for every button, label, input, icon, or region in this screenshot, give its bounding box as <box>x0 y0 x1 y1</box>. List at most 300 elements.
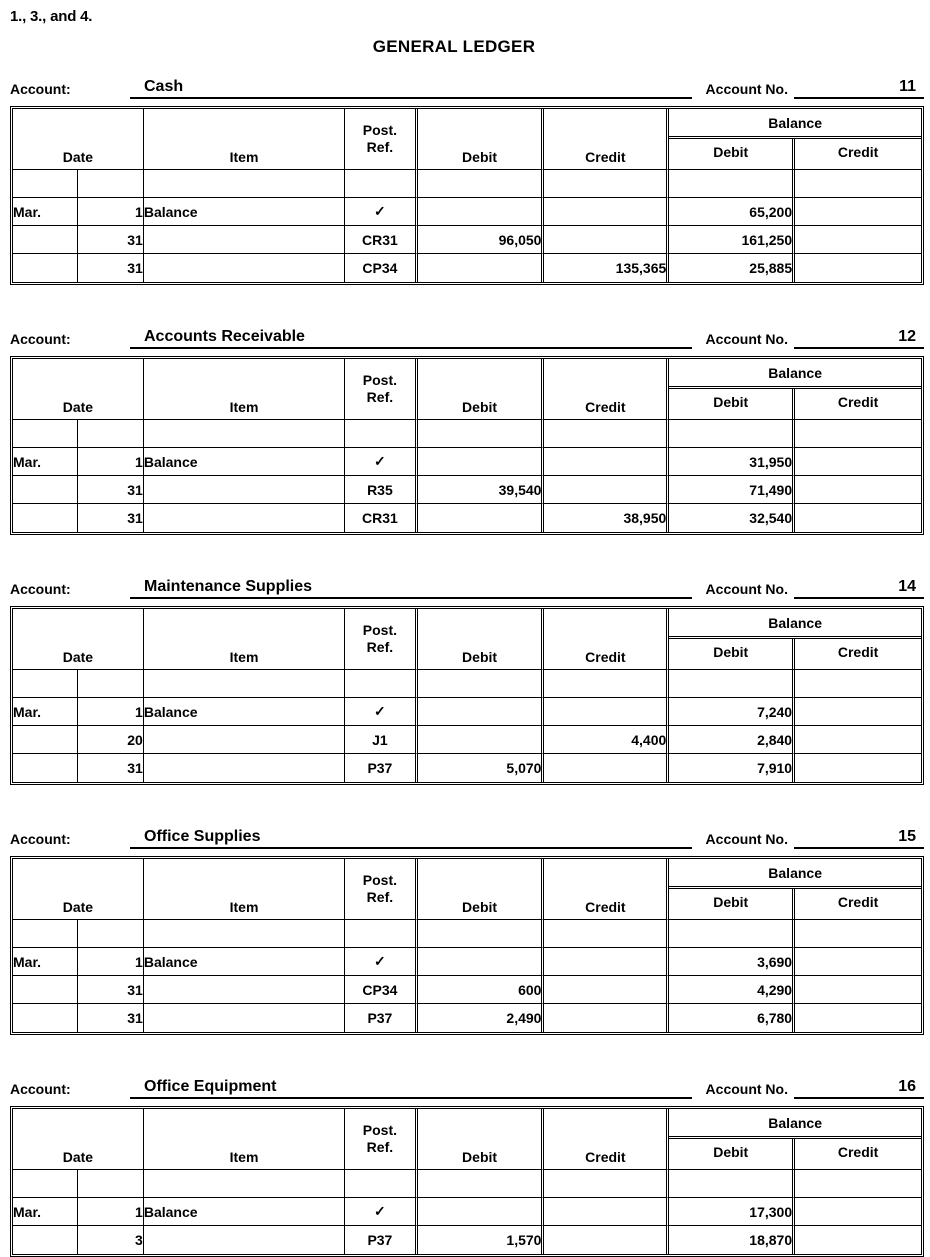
header-item-label: Item <box>229 649 259 665</box>
cell-date-month: Mar. <box>13 948 78 976</box>
ledger-block <box>0 569 930 785</box>
header-debit-label: Debit <box>462 1149 498 1165</box>
header-post-ref <box>345 109 417 170</box>
table-row <box>13 976 921 1004</box>
cell-debit <box>418 504 545 532</box>
table-row <box>13 448 921 476</box>
account-label: Account: <box>10 1081 71 1097</box>
cell-balance-credit <box>795 948 921 976</box>
cell-date-month: Mar. <box>13 698 78 726</box>
header-balance-credit-label: Credit <box>837 644 879 660</box>
cell-credit: 38,950 <box>544 504 669 532</box>
table-row <box>13 504 921 532</box>
ledger-table <box>10 856 924 1035</box>
header-credit <box>544 1109 669 1170</box>
account-name: Maintenance Supplies <box>130 575 692 599</box>
page-title: GENERAL LEDGER <box>372 37 536 56</box>
header-debit <box>418 1109 545 1170</box>
ledger-table-wrapper <box>0 1106 930 1257</box>
cell-date-month <box>13 226 78 254</box>
cell-balance-credit <box>795 420 921 448</box>
header-balance-credit-label: Credit <box>837 894 879 910</box>
header-item <box>144 109 345 170</box>
header-post-label: Post. <box>362 621 398 638</box>
header-ref-label: Ref. <box>366 139 394 155</box>
cell-balance-debit: 7,910 <box>669 754 795 782</box>
header-balance-label: Balance <box>669 1109 921 1139</box>
header-item <box>144 1109 345 1170</box>
cell-item <box>144 170 345 198</box>
header-post-ref <box>345 859 417 920</box>
balance-header-table <box>669 109 921 169</box>
header-date-label: Date <box>62 399 94 415</box>
header-credit <box>544 109 669 170</box>
cell-date-month: Mar. <box>13 448 78 476</box>
header-item-label: Item <box>229 399 259 415</box>
cell-item <box>144 920 345 948</box>
ledger-table-wrapper <box>0 106 930 285</box>
cell-item: Balance <box>144 1198 345 1226</box>
cell-balance-debit: 6,780 <box>669 1004 795 1032</box>
cell-post-ref: P37 <box>345 1226 417 1254</box>
cell-balance-debit: 31,950 <box>669 448 795 476</box>
cell-item <box>144 1004 345 1032</box>
cell-post-ref <box>345 670 417 698</box>
table-row <box>13 726 921 754</box>
cell-balance-debit <box>669 1170 795 1198</box>
header-balance-label: Balance <box>669 109 921 139</box>
header-balance-debit-label: Debit <box>669 1139 795 1169</box>
cell-balance-debit: 18,870 <box>669 1226 795 1254</box>
cell-balance-debit <box>669 170 795 198</box>
header-post-label: Post. <box>362 121 398 138</box>
header-balance-debit-label: Debit <box>669 889 795 919</box>
account-label: Account: <box>10 581 71 597</box>
account-number: 15 <box>794 825 924 849</box>
cell-date-day <box>78 170 143 198</box>
balance-header-table <box>669 359 921 419</box>
cell-balance-debit: 71,490 <box>669 476 795 504</box>
account-label: Account: <box>10 831 71 847</box>
cell-date-day: 3 <box>78 1226 143 1254</box>
cell-balance-credit <box>795 504 921 532</box>
cell-item <box>144 420 345 448</box>
cell-debit <box>418 198 545 226</box>
account-no-label: Account No. <box>705 331 788 347</box>
cell-credit <box>544 420 669 448</box>
header-date <box>13 859 144 920</box>
cell-date-month <box>13 420 78 448</box>
cell-credit <box>544 920 669 948</box>
cell-balance-credit <box>795 476 921 504</box>
cell-credit <box>544 448 669 476</box>
cell-credit <box>544 226 669 254</box>
header-balance-debit-label: Debit <box>669 139 795 169</box>
table-row <box>13 948 921 976</box>
cell-balance-credit <box>795 698 921 726</box>
cell-date-day: 20 <box>78 726 143 754</box>
header-balance-debit-label: Debit <box>669 639 795 669</box>
header-post-label: Post. <box>362 371 398 388</box>
cell-date-month: Mar. <box>13 198 78 226</box>
ledger-table-wrapper <box>0 606 930 785</box>
cell-item: Balance <box>144 948 345 976</box>
ledger-block <box>0 819 930 1035</box>
table-header-row <box>13 609 921 670</box>
account-header <box>0 1069 930 1099</box>
cell-credit <box>544 1226 669 1254</box>
table-header-row <box>13 859 921 920</box>
header-ref-label: Ref. <box>366 639 394 655</box>
cell-date-day <box>78 920 143 948</box>
cell-balance-debit: 2,840 <box>669 726 795 754</box>
cell-debit <box>418 170 545 198</box>
cell-item <box>144 670 345 698</box>
cell-item: Balance <box>144 698 345 726</box>
header-credit-label: Credit <box>585 899 626 915</box>
cell-debit <box>418 698 545 726</box>
cell-post-ref: ✓ <box>345 448 417 476</box>
cell-balance-debit <box>669 420 795 448</box>
account-name: Office Equipment <box>130 1075 692 1099</box>
header-credit-label: Credit <box>585 149 626 165</box>
account-header <box>0 319 930 349</box>
cell-balance-credit <box>795 920 921 948</box>
table-row <box>13 1226 921 1254</box>
cell-balance-credit <box>795 1004 921 1032</box>
table-row <box>13 254 921 282</box>
account-name: Office Supplies <box>130 825 692 849</box>
header-debit-label: Debit <box>462 649 498 665</box>
block-spacer <box>0 535 930 557</box>
cell-post-ref: CR31 <box>345 226 417 254</box>
table-row <box>13 476 921 504</box>
cell-date-day: 31 <box>78 1004 143 1032</box>
cell-balance-debit: 7,240 <box>669 698 795 726</box>
problem-reference: 1., 3., and 4. <box>10 8 93 25</box>
cell-date-day: 1 <box>78 198 143 226</box>
cell-date-month <box>13 504 78 532</box>
header-balance-group <box>669 859 921 920</box>
cell-balance-debit <box>669 920 795 948</box>
balance-header-table <box>669 1109 921 1169</box>
cell-debit: 96,050 <box>418 226 545 254</box>
ledger-table <box>10 106 924 285</box>
block-spacer <box>0 785 930 807</box>
table-row <box>13 1198 921 1226</box>
account-header <box>0 819 930 849</box>
header-debit-label: Debit <box>462 149 498 165</box>
cell-debit: 5,070 <box>418 754 545 782</box>
header-balance-debit-label: Debit <box>669 389 795 419</box>
cell-debit: 2,490 <box>418 1004 545 1032</box>
cell-date-month <box>13 670 78 698</box>
cell-credit <box>544 670 669 698</box>
header-date-label: Date <box>62 899 94 915</box>
cell-post-ref: P37 <box>345 1004 417 1032</box>
cell-date-day <box>78 670 143 698</box>
cell-debit: 39,540 <box>418 476 545 504</box>
cell-debit <box>418 448 545 476</box>
cell-date-day: 31 <box>78 254 143 282</box>
cell-post-ref: R35 <box>345 476 417 504</box>
cell-balance-credit <box>795 1226 921 1254</box>
cell-post-ref: CR31 <box>345 504 417 532</box>
cell-date-day: 31 <box>78 226 143 254</box>
header-debit <box>418 859 545 920</box>
cell-item <box>144 226 345 254</box>
cell-date-day: 31 <box>78 976 143 1004</box>
cell-credit <box>544 948 669 976</box>
header-balance-label: Balance <box>669 859 921 889</box>
header-post-ref <box>345 609 417 670</box>
header-balance-group <box>669 359 921 420</box>
cell-date-day: 1 <box>78 698 143 726</box>
table-row <box>13 1170 921 1198</box>
header-item-label: Item <box>229 1149 259 1165</box>
cell-balance-credit <box>795 976 921 1004</box>
header-item <box>144 359 345 420</box>
account-number: 16 <box>794 1075 924 1099</box>
account-label: Account: <box>10 81 71 97</box>
header-post-ref <box>345 359 417 420</box>
cell-date-day: 1 <box>78 948 143 976</box>
cell-balance-credit <box>795 226 921 254</box>
cell-post-ref: ✓ <box>345 948 417 976</box>
header-credit <box>544 609 669 670</box>
account-no-label: Account No. <box>705 81 788 97</box>
ledger-table <box>10 1106 924 1257</box>
cell-balance-debit: 3,690 <box>669 948 795 976</box>
cell-item <box>144 726 345 754</box>
cell-post-ref: J1 <box>345 726 417 754</box>
account-label: Account: <box>10 331 71 347</box>
cell-debit <box>418 1198 545 1226</box>
cell-credit <box>544 1198 669 1226</box>
cell-item <box>144 1226 345 1254</box>
header-debit <box>418 359 545 420</box>
table-row <box>13 170 921 198</box>
ledger-table-wrapper <box>0 856 930 1035</box>
cell-post-ref <box>345 170 417 198</box>
cell-balance-credit <box>795 448 921 476</box>
cell-credit <box>544 1170 669 1198</box>
balance-header-table <box>669 859 921 919</box>
cell-debit <box>418 1170 545 1198</box>
account-no-label: Account No. <box>705 831 788 847</box>
cell-debit <box>418 420 545 448</box>
cell-item: Balance <box>144 448 345 476</box>
cell-post-ref <box>345 920 417 948</box>
cell-debit: 1,570 <box>418 1226 545 1254</box>
cell-balance-credit <box>795 726 921 754</box>
cell-post-ref <box>345 1170 417 1198</box>
header-credit-label: Credit <box>585 649 626 665</box>
cell-credit <box>544 170 669 198</box>
header-item-label: Item <box>229 899 259 915</box>
cell-date-month <box>13 1226 78 1254</box>
cell-date-day: 31 <box>78 476 143 504</box>
cell-balance-credit <box>795 1170 921 1198</box>
cell-item <box>144 754 345 782</box>
cell-balance-debit: 65,200 <box>669 198 795 226</box>
table-row <box>13 698 921 726</box>
block-spacer <box>0 1035 930 1057</box>
ledger-block <box>0 69 930 285</box>
ledger-table-wrapper <box>0 356 930 535</box>
header-balance-credit-label: Credit <box>837 394 879 410</box>
account-name: Cash <box>130 75 692 99</box>
cell-credit: 135,365 <box>544 254 669 282</box>
header-credit-label: Credit <box>585 399 626 415</box>
header-balance-group <box>669 1109 921 1170</box>
cell-post-ref: ✓ <box>345 698 417 726</box>
cell-date-day <box>78 1170 143 1198</box>
balance-header-table <box>669 609 921 669</box>
cell-debit <box>418 254 545 282</box>
header-date <box>13 609 144 670</box>
cell-item <box>144 476 345 504</box>
cell-credit <box>544 976 669 1004</box>
cell-post-ref: ✓ <box>345 198 417 226</box>
header-date <box>13 1109 144 1170</box>
cell-date-day: 1 <box>78 1198 143 1226</box>
ledger-table <box>10 606 924 785</box>
cell-balance-debit: 161,250 <box>669 226 795 254</box>
header-debit <box>418 609 545 670</box>
cell-date-month <box>13 1004 78 1032</box>
header-balance-label: Balance <box>669 359 921 389</box>
ledger-table <box>10 356 924 535</box>
header-item-label: Item <box>229 149 259 165</box>
cell-balance-debit <box>669 670 795 698</box>
cell-post-ref: P37 <box>345 754 417 782</box>
cell-balance-debit: 17,300 <box>669 1198 795 1226</box>
cell-date-month <box>13 170 78 198</box>
cell-date-month <box>13 754 78 782</box>
table-header-row <box>13 359 921 420</box>
account-header <box>0 69 930 99</box>
cell-date-day <box>78 420 143 448</box>
account-number: 11 <box>794 75 924 99</box>
cell-debit <box>418 670 545 698</box>
header-ref-label: Ref. <box>366 889 394 905</box>
account-no-label: Account No. <box>705 1081 788 1097</box>
header-ref-label: Ref. <box>366 1139 394 1155</box>
table-row <box>13 226 921 254</box>
header-ref-label: Ref. <box>366 389 394 405</box>
header-post-ref <box>345 1109 417 1170</box>
cell-item <box>144 254 345 282</box>
cell-balance-credit <box>795 754 921 782</box>
ledger-block <box>0 319 930 535</box>
header-balance-label: Balance <box>669 609 921 639</box>
cell-date-day: 1 <box>78 448 143 476</box>
cell-debit <box>418 726 545 754</box>
cell-date-day: 31 <box>78 754 143 782</box>
cell-balance-debit: 25,885 <box>669 254 795 282</box>
header-date-label: Date <box>62 149 94 165</box>
header-date-label: Date <box>62 649 94 665</box>
table-row <box>13 198 921 226</box>
header-balance-group <box>669 109 921 170</box>
cell-balance-credit <box>795 198 921 226</box>
table-header-row <box>13 109 921 170</box>
cell-item: Balance <box>144 198 345 226</box>
table-row <box>13 920 921 948</box>
header-balance-credit-label: Credit <box>837 1144 879 1160</box>
account-number: 14 <box>794 575 924 599</box>
account-header <box>0 569 930 599</box>
cell-debit <box>418 948 545 976</box>
cell-debit <box>418 920 545 948</box>
cell-date-month <box>13 976 78 1004</box>
cell-credit <box>544 198 669 226</box>
ledger-blocks-container <box>0 69 930 1257</box>
cell-item <box>144 976 345 1004</box>
table-row <box>13 670 921 698</box>
header-item <box>144 859 345 920</box>
cell-date-day: 31 <box>78 504 143 532</box>
cell-date-month <box>13 726 78 754</box>
account-name: Accounts Receivable <box>130 325 692 349</box>
header-credit <box>544 359 669 420</box>
header-date-label: Date <box>62 1149 94 1165</box>
header-credit <box>544 859 669 920</box>
cell-date-month: Mar. <box>13 1198 78 1226</box>
cell-balance-debit: 4,290 <box>669 976 795 1004</box>
cell-post-ref: ✓ <box>345 1198 417 1226</box>
cell-post-ref <box>345 420 417 448</box>
table-header-row <box>13 1109 921 1170</box>
header-post-label: Post. <box>362 1121 398 1138</box>
cell-date-month <box>13 920 78 948</box>
cell-credit <box>544 698 669 726</box>
header-debit-label: Debit <box>462 399 498 415</box>
header-date <box>13 359 144 420</box>
ledger-block <box>0 1069 930 1257</box>
cell-credit <box>544 476 669 504</box>
table-row <box>13 1004 921 1032</box>
cell-balance-credit <box>795 1198 921 1226</box>
cell-date-month <box>13 1170 78 1198</box>
cell-credit <box>544 1004 669 1032</box>
cell-balance-credit <box>795 670 921 698</box>
account-number: 12 <box>794 325 924 349</box>
block-spacer <box>0 285 930 307</box>
cell-item <box>144 1170 345 1198</box>
cell-post-ref: CP34 <box>345 976 417 1004</box>
cell-credit <box>544 754 669 782</box>
header-credit-label: Credit <box>585 1149 626 1165</box>
cell-item <box>144 504 345 532</box>
account-no-label: Account No. <box>705 581 788 597</box>
cell-balance-credit <box>795 254 921 282</box>
cell-post-ref: CP34 <box>345 254 417 282</box>
cell-balance-debit: 32,540 <box>669 504 795 532</box>
cell-balance-credit <box>795 170 921 198</box>
table-row <box>13 420 921 448</box>
cell-date-month <box>13 254 78 282</box>
header-debit-label: Debit <box>462 899 498 915</box>
header-post-label: Post. <box>362 871 398 888</box>
header-date <box>13 109 144 170</box>
cell-date-month <box>13 476 78 504</box>
cell-credit: 4,400 <box>544 726 669 754</box>
header-balance-group <box>669 609 921 670</box>
header-balance-credit-label: Credit <box>837 144 879 160</box>
header-debit <box>418 109 545 170</box>
